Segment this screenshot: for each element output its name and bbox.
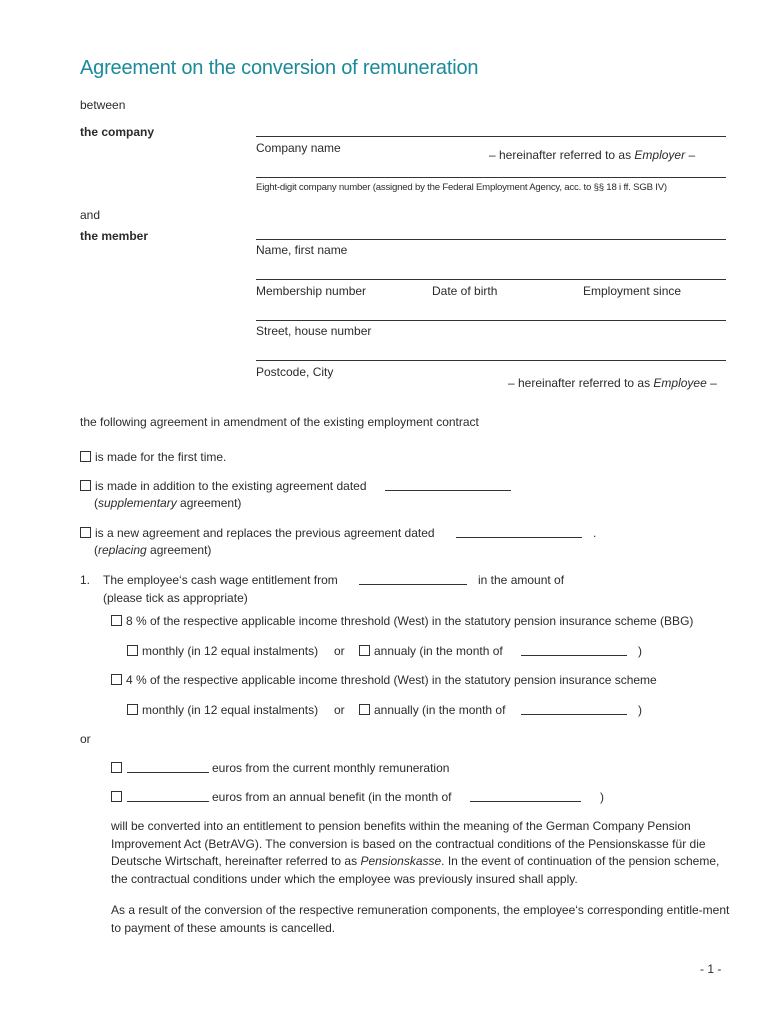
option-addition-note-rest: agreement) <box>176 496 242 510</box>
option-addition <box>80 479 367 493</box>
checkbox-euros-annual[interactable] <box>111 791 122 802</box>
employee-ref-word: Employee <box>653 376 707 390</box>
item1-tick-note: (please tick as appropriate) <box>103 591 248 605</box>
page-title: Agreement on the conversion of remuneration <box>80 57 479 79</box>
monthly-2-label: monthly (in 12 equal instalments) <box>142 703 319 717</box>
option-first-time <box>80 450 226 464</box>
option-annually-2 <box>359 703 505 717</box>
postcode-caption: Postcode, City <box>256 365 334 379</box>
conversion-paragraph-a: will be converted into an entitlement to pension benefits within the meaning of the German Company Pension Improvement Act (BetrAVG). The conversion is based on the contractual conditions of the Pensionskasse für die Deutsche Wirtschaft, hereinafter referred to as <box>111 819 706 868</box>
between-label: between <box>80 98 126 112</box>
option-8pct <box>111 614 693 628</box>
name-caption: Name, first name <box>256 243 348 257</box>
option-first-time-label: is made for the first time. <box>95 450 227 464</box>
or-2: or <box>334 703 345 717</box>
new-date-blank[interactable] <box>456 537 582 538</box>
option-addition-note-italic: supplementary <box>98 496 177 510</box>
checkbox-8pct[interactable] <box>111 615 122 626</box>
street-caption: Street, house number <box>256 324 372 338</box>
annually-2-label: annually (in the month of <box>374 703 506 717</box>
option-euros-monthly <box>111 761 126 775</box>
option-4pct <box>111 673 657 687</box>
close-paren-3: ) <box>600 790 604 804</box>
employer-ref-prefix: – hereinafter referred to as <box>489 148 635 162</box>
addition-date-blank[interactable] <box>385 490 511 491</box>
company-name-caption: Company name <box>256 141 341 155</box>
checkbox-new[interactable] <box>80 527 91 538</box>
month-blank-1[interactable] <box>521 655 627 656</box>
conversion-paragraph <box>111 818 731 888</box>
euros-annual-blank[interactable] <box>127 801 209 802</box>
checkbox-euros-monthly[interactable] <box>111 762 122 773</box>
postcode-line[interactable] <box>256 360 726 361</box>
euros-monthly-label: euros from the current monthly remuneration <box>212 761 450 775</box>
option-new-note: (replacing agreement) <box>94 543 212 557</box>
employer-reference <box>489 148 695 162</box>
month-blank-2[interactable] <box>521 714 627 715</box>
or-1: or <box>334 644 345 658</box>
annualy-1-label: annualy (in the month of <box>374 644 503 658</box>
item1-number: 1. <box>80 573 91 587</box>
cancellation-paragraph: As a result of the conversion of the respective remuneration components, the employee‘s corresponding entitle-ment to payment of these amounts is cancelled. <box>111 903 730 935</box>
option-monthly-1 <box>127 644 318 658</box>
membership-line[interactable] <box>256 279 726 280</box>
employee-ref-prefix: – hereinafter referred to as <box>508 376 654 390</box>
annual-month-blank[interactable] <box>470 801 581 802</box>
euros-monthly-blank[interactable] <box>127 772 209 773</box>
option-annualy-1 <box>359 644 503 658</box>
checkbox-monthly-1[interactable] <box>127 645 138 656</box>
membership-caption: Membership number <box>256 284 367 298</box>
street-line[interactable] <box>256 320 726 321</box>
and-label: and <box>80 208 101 222</box>
euros-annual-label: euros from an annual benefit (in the month of <box>212 790 452 804</box>
option-new <box>80 526 435 540</box>
option-new-note-italic: replacing <box>98 543 147 557</box>
company-name-line[interactable] <box>256 136 726 137</box>
company-number-caption: Eight-digit company number (assigned by the Federal Employment Agency, acc. to §§ 18 i ff. SGB IV) <box>256 182 667 193</box>
option-new-period: . <box>593 526 597 540</box>
close-paren-1: ) <box>638 644 642 658</box>
option-8pct-label: 8 % of the respective applicable income threshold (West) in the statutory pension insurance scheme (BBG) <box>126 614 694 628</box>
employee-ref-suffix: – <box>706 376 717 390</box>
checkbox-annualy-1[interactable] <box>359 645 370 656</box>
checkbox-annually-2[interactable] <box>359 704 370 715</box>
option-addition-label: is made in addition to the existing agreement dated <box>95 479 367 493</box>
checkbox-addition[interactable] <box>80 480 91 491</box>
checkbox-monthly-2[interactable] <box>127 704 138 715</box>
employer-ref-suffix: – <box>685 148 696 162</box>
option-addition-note: (supplementary agreement) <box>94 496 242 510</box>
member-label: the member <box>80 229 149 243</box>
company-label: the company <box>80 125 155 139</box>
option-new-label: is a new agreement and replaces the previous agreement dated <box>95 526 435 540</box>
item1-amount-label: in the amount of <box>478 573 565 587</box>
employee-reference <box>508 376 717 390</box>
option-new-note-rest: agreement) <box>146 543 212 557</box>
checkbox-4pct[interactable] <box>111 674 122 685</box>
monthly-1-label: monthly (in 12 equal instalments) <box>142 644 319 658</box>
name-line[interactable] <box>256 239 726 240</box>
option-monthly-2 <box>127 703 318 717</box>
conversion-paragraph-b: . In the event of continuation of the pension scheme, the contractual conditions under which the employee was previously insured shall apply. <box>111 854 720 886</box>
close-paren-2: ) <box>638 703 642 717</box>
or-main: or <box>80 732 91 746</box>
item1-text: The employee‘s cash wage entitlement from <box>103 573 338 587</box>
company-number-line[interactable] <box>256 177 726 178</box>
option-4pct-label: 4 % of the respective applicable income threshold (West) in the statutory pension insurance scheme <box>126 673 657 687</box>
dob-caption: Date of birth <box>432 284 498 298</box>
checkbox-first-time[interactable] <box>80 451 91 462</box>
page-number: - 1 - <box>700 962 722 976</box>
conversion-paragraph-italic: Pensionskasse <box>360 854 442 868</box>
employment-caption: Employment since <box>583 284 682 298</box>
agreement-intro: the following agreement in amendment of the existing employment contract <box>80 415 479 429</box>
wage-from-blank[interactable] <box>359 584 467 585</box>
employer-ref-word: Employer <box>634 148 686 162</box>
option-euros-annual <box>111 790 126 804</box>
